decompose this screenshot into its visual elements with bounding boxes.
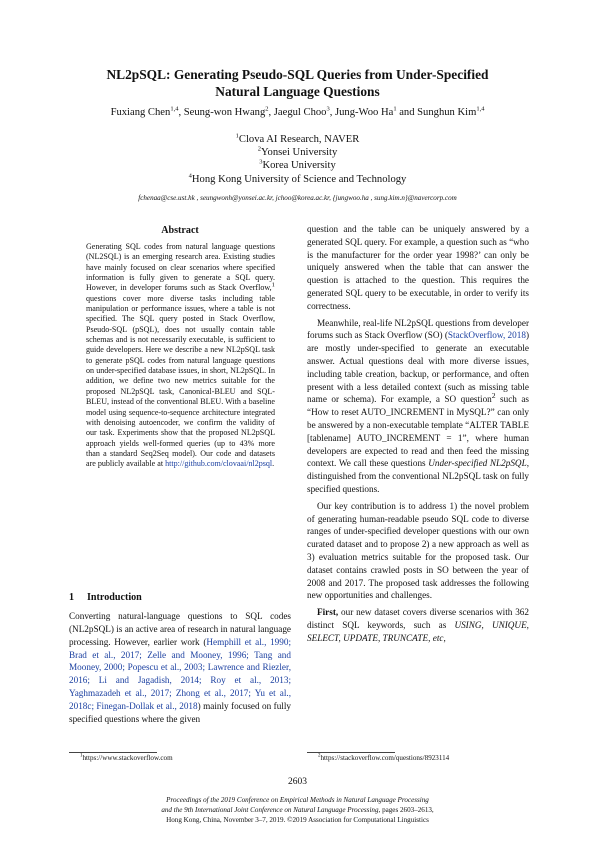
footnote-2 [318, 754, 449, 762]
page-number: 2603 [288, 777, 307, 787]
para-text: , [443, 632, 446, 643]
emphasis: USING, UNIQUE, SELECT, UPDATE, TRUNCATE, etc [307, 619, 529, 643]
abstract-end: . [272, 459, 275, 469]
para-text: , distinguished from the conventional NL2pSQL task on fully specified questions. [307, 458, 529, 494]
footnote-mark: 1 [80, 753, 83, 759]
introduction-body [69, 610, 291, 726]
affil-text: Clova AI Research, NAVER [238, 134, 360, 145]
intro-text: Converting natural-language questions to SQL codes (NL2pSQL) is an active area of research in natural language processing. However, earlier work ( [69, 611, 291, 647]
citation-link[interactable]: StackOverflow, 2018 [447, 330, 526, 341]
para-text: Meanwhile, real-life NL2pSQL questions from developer forums such as Stack Overflow (SO) ( [307, 317, 529, 341]
affil-mark: 4 [188, 172, 192, 180]
code-link[interactable]: http://github.com/clovaai/nl2psql [165, 459, 273, 469]
paragraph [307, 317, 529, 496]
author-affil-mark: 1,4 [170, 105, 179, 113]
bold-lead: First, [317, 607, 339, 618]
proceedings-footer [60, 795, 535, 825]
para-text: our new dataset covers diverse scenarios with 362 distinct SQL keywords, such as [307, 607, 529, 630]
affil-text: Hong Kong University of Science and Technology [191, 173, 407, 185]
abstract-text: questions cover more diverse tasks including table manipulation or performance issues, where a table is not specified. The SQL query posted in Stack Overflow, Pseudo-SQL (pSQL), does not usually contain table schemas and is not necessarily executable, is sufficient to guide developers. Here we describe a new NL2pSQL task to generate pSQL codes from natural language questions on under-specified database issues, in short, NL2pSQL. In addition, we define two new metrics suitable for the proposed NL2pSQL task, Canonical-BLEU and SQL-BLEU, instead of the conventional BLEU. With a baseline model using sequence-to-sequence architecture integrated with denoising autoencoder, we confirm the validity of our task. Experiments show that the proposed NL2pSQL approach yields well-formed queries (up to 43% more than a standard Seq2Seq model). Our code and datasets are publicly available at [86, 293, 275, 469]
footer-line: Hong Kong, China, November 3–7, 2019. ©2019 Association for Computational Linguistics [166, 816, 429, 824]
author: Sunghun Kim [417, 107, 477, 118]
author: Seung-won Hwang [183, 107, 266, 118]
author-affil-mark: 3 [326, 105, 330, 113]
affiliation [100, 173, 495, 186]
author: Jung-Woo Ha [335, 107, 394, 118]
author-list: Fuxiang Chen$^{1,4}$, Seung-won Hwang$^2$, Jaegul Choo$^3$, Jung-Woo Ha$^1$ and Sunghun Kim$^{1,4}$ [110, 105, 485, 118]
paragraph: question and the table can be uniquely answered by a generated SQL query. For example, a question such as “who is the manufacturer for the order year 1998?’ can only be uniquely answered when the table that can answer the question is attached to the question. This requires the generated SQL query to be executable, in order to verify its correctness. [307, 224, 529, 311]
abstract-heading: Abstract [161, 225, 199, 236]
affiliation [100, 133, 495, 146]
author: Fuxiang Chen [110, 107, 171, 118]
affil-mark: 2 [257, 145, 261, 153]
author-affil-mark: 2 [265, 105, 269, 113]
section-title: Introduction [87, 592, 142, 603]
author: Jaegul Choo [273, 107, 327, 118]
para-text: ) are mostly under-specified to generate an executable answer. Actual questions deal with more diverse issues, including table creation, backup, or performance, and often present with a less detailed context (such as missing table name or schema). For example, a SO question [307, 330, 529, 405]
affil-text: Korea University [262, 160, 336, 172]
footer-italic: and the 9th International Joint Conference on Natural Language Processing [161, 806, 379, 814]
affil-mark: 3 [259, 158, 263, 166]
footer-text: , pages 2603–2613, [378, 806, 434, 814]
title-line-1: NL2pSQL: Generating Pseudo-SQL Queries from Under-Specified [106, 67, 489, 82]
footnote-url[interactable]: https://www.stackoverflow.com [82, 754, 173, 762]
footnote-mark: 2 [318, 753, 321, 759]
paragraph [307, 606, 529, 644]
affil-mark: 1 [235, 132, 239, 140]
author-affil-mark: 1,4 [476, 105, 485, 113]
footnote-1 [80, 754, 173, 762]
abstract-text: Generating SQL codes from natural language questions (NL2SQL) is an emerging research area. Existing studies have mainly focused on clear scenarios where specified information is fully given to generate a SQL query. However, in developer forums such as Stack Overflow, [86, 242, 275, 293]
author-affil-mark: 1 [393, 105, 397, 113]
para-text: such as “How to reset AUTO_INCREMENT in MySQL?” can only be answered by a non-executable template “ALTER TABLE [tablename] AUTO_INCREMENT = 1”, where human developers are expected to read and then feed the missing context. We call these questions [307, 394, 529, 469]
footnote-url[interactable]: https://stackoverflow.com/questions/8923114 [320, 754, 450, 762]
affiliation [100, 146, 495, 159]
footnote-marker[interactable]: 1 [271, 281, 275, 289]
title-line-2: Natural Language Questions [215, 84, 380, 99]
paper-title [60, 66, 535, 100]
footer-line: Proceedings of the 2019 Conference on Empirical Methods in Natural Language Processing [166, 796, 429, 804]
abstract-body [86, 242, 275, 470]
citation-links[interactable]: Hemphill et al., 1990; Brad et al., 2017; Zelle and Mooney, 1996; Tang and Mooney, 2000; Popescu et al., 2003; Lawrence and Riezler, 2016; Li and Jagadish, 2014; Roy et al., 2013; Yaghmazadeh et al., 2017; Zhong et al., 2017; Yu et al., 2018c; Finegan-Dollak et al., 2018 [69, 636, 291, 711]
footnote-marker[interactable]: 2 [491, 391, 496, 401]
affil-text: Yonsei University [260, 147, 338, 159]
section-heading-introduction [69, 592, 291, 603]
footer-line [60, 805, 535, 815]
intro-text: ) mainly focused on fully specified questions where the given [69, 700, 291, 724]
paragraph: Our key contribution is to address 1) the novel problem of generating human-readable pseudo SQL code to diverse ranges of under-specified developer questions with our own curated dataset and to propose 2) a new approach as well as 3) evaluation metrics suitable for the proposed task. Our dataset contains crawled posts in SO between the year of 2008 and 2017. The proposed task addresses the following new opportunities and challenges. [307, 500, 529, 601]
affiliation-list [100, 133, 495, 186]
right-column-body [307, 223, 529, 649]
section-number: 1 [69, 592, 75, 603]
author-emails: fchenaa@cse.ust.hk , seungwonh@yonsei.ac.kr, jchoo@korea.ac.kr, {jungwoo.ha , sung.kim.n}@navercorp.com [138, 194, 457, 202]
emphasis: Under-specified NL2pSQL [428, 458, 527, 469]
affiliation [100, 159, 495, 172]
